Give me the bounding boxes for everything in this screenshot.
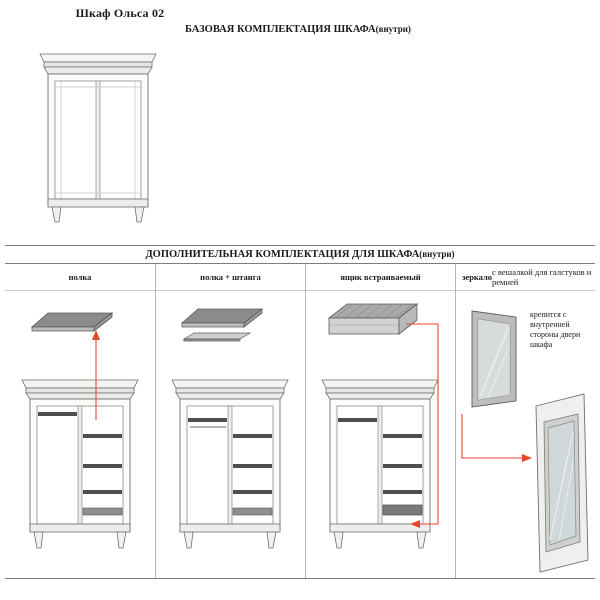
extra-config-title-sub: (внутри) — [419, 249, 455, 259]
column-header-shelf-label: полка — [68, 272, 92, 282]
column-header-mirror-sub: с вешалкой для галстуков и ремней — [492, 267, 592, 287]
page-title: Шкаф Ольса 02 — [75, 6, 165, 20]
extra-config-title — [0, 249, 600, 260]
mirror-part-illustration — [462, 305, 524, 415]
column-header-mirror — [456, 266, 600, 288]
basic-config-title — [185, 24, 485, 35]
basic-config-title-sub: (внутри) — [375, 24, 411, 34]
column-divider-2 — [305, 264, 306, 578]
column-header-drawer-label: ящик встраиваемый — [340, 272, 421, 282]
column-header-shelf-rail-label: полка + штанга — [200, 272, 261, 282]
divider-under-extra-title — [5, 263, 595, 264]
mirror-note: крепится с внутренней стороны двери шкафа — [530, 310, 581, 349]
wardrobe-column-shelf-rail — [160, 372, 300, 572]
shelf-rail-part-illustration — [178, 303, 268, 347]
mirror-arrow — [450, 410, 540, 470]
wardrobe-main-illustration — [28, 24, 168, 224]
column-header-drawer — [306, 266, 455, 288]
shelf-arrow — [80, 326, 120, 426]
divider-bottom — [5, 578, 595, 579]
column-divider-1 — [155, 264, 156, 578]
divider-under-column-heads — [5, 290, 595, 291]
extra-config-title-text: ДОПОЛНИТЕЛЬНАЯ КОМПЛЕКТАЦИЯ ДЛЯ ШКАФА — [145, 249, 420, 260]
column-header-mirror-label: зеркало — [462, 272, 493, 282]
divider-top — [5, 245, 595, 246]
basic-config-title-text: БАЗОВАЯ КОМПЛЕКТАЦИЯ ШКАФА — [185, 24, 376, 35]
column-header-shelf-rail — [156, 266, 305, 288]
column-header-shelf — [5, 266, 155, 288]
drawer-arrow — [400, 318, 450, 538]
